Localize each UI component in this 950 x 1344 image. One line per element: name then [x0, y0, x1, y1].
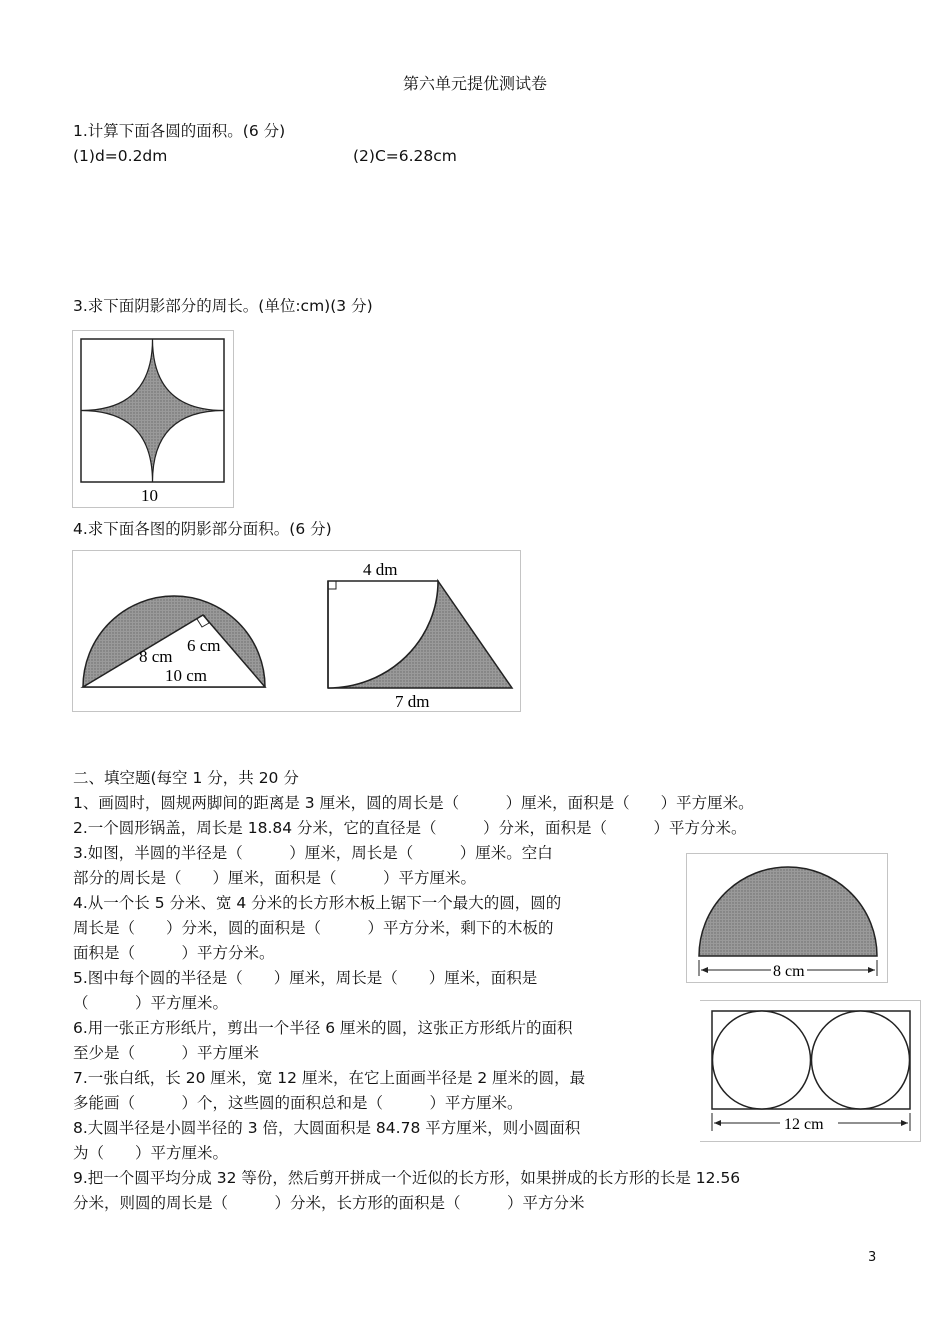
- fill-line: 为（ ）平方厘米。: [73, 1144, 229, 1162]
- fill-line: 面积是（ ）平方分米。: [73, 944, 275, 962]
- q4-fig1-label-6: 6 cm: [187, 636, 221, 655]
- q3-heading: 3.求下面阴影部分的周长。(单位:cm)(3 分): [73, 297, 373, 315]
- q4-fig1-label-10: 10 cm: [165, 666, 208, 685]
- q4-fig2-label-top: 4 dm: [363, 560, 398, 579]
- two-circles-label: 12 cm: [784, 1116, 824, 1133]
- fill-line: 9.把一个圆平均分成 32 等份，然后剪开拼成一个近似的长方形，如果拼成的长方形的长是 12.56: [73, 1169, 741, 1187]
- fill-line: 分米，则圆的周长是（ ）分米，长方形的面积是（ ）平方分米: [73, 1194, 585, 1212]
- fill-line: 5.图中每个圆的半径是（ ）厘米，周长是（ ）厘米，面积是: [73, 969, 538, 987]
- q4-fig1-label-8: 8 cm: [139, 647, 173, 666]
- fill-line: 3.如图，半圆的半径是（ ）厘米，周长是（ ）厘米。空白: [73, 844, 553, 862]
- fill-line: 部分的周长是（ ）厘米，面积是（ ）平方厘米。: [73, 869, 477, 887]
- q1-part2: (2)C=6.28cm: [353, 147, 457, 165]
- page-title: 第六单元提优测试卷: [402, 74, 547, 93]
- fill-line: 6.用一张正方形纸片，剪出一个半径 6 厘米的圆，这张正方形纸片的面积: [73, 1019, 573, 1037]
- fill-line: 7.一张白纸，长 20 厘米，宽 12 厘米，在它上面画半径是 2 厘米的圆，最: [73, 1069, 586, 1087]
- section2-heading: 二、填空题(每空 1 分，共 20 分: [73, 769, 299, 787]
- fill-line: （ ）平方厘米。: [73, 994, 229, 1012]
- fill-line: 1、画圆时，圆规两脚间的距离是 3 厘米，圆的周长是（ ）厘米，面积是（ ）平方厘米。: [73, 794, 754, 812]
- q1-heading: 1.计算下面各圆的面积。(6 分): [73, 122, 286, 140]
- fill-line: 8.大圆半径是小圆半径的 3 倍，大圆面积是 84.78 平方厘米，则小圆面积: [73, 1119, 581, 1137]
- q3-figure: [72, 330, 234, 508]
- fill-line: 多能画（ ）个，这些圆的面积总和是（ ）平方厘米。: [73, 1094, 523, 1112]
- fill-line: 4.从一个长 5 分米、宽 4 分米的长方形木板上锯下一个最大的圆，圆的: [73, 894, 562, 912]
- q4-fig2-label-bottom: 7 dm: [395, 692, 430, 711]
- fill-line: 至少是（ ）平方厘米: [73, 1044, 260, 1062]
- q4-figures: [72, 550, 521, 712]
- q3-side-label: 10: [141, 486, 158, 505]
- semicircle-label: 8 cm: [773, 963, 805, 980]
- fill-line: 周长是（ ）分米，圆的面积是（ ）平方分米，剩下的木板的: [73, 919, 554, 937]
- semicircle-figure: [686, 853, 888, 983]
- page-number: 3: [868, 1250, 877, 1265]
- fill-line: 2.一个圆形锅盖，周长是 18.84 分米，它的直径是（ ）分米，面积是（ ）平方分米。: [73, 819, 747, 837]
- q1-part1: (1)d=0.2dm: [73, 147, 168, 165]
- q4-heading: 4.求下面各图的阴影部分面积。(6 分): [73, 520, 332, 538]
- two-circles-figure: [700, 1000, 921, 1142]
